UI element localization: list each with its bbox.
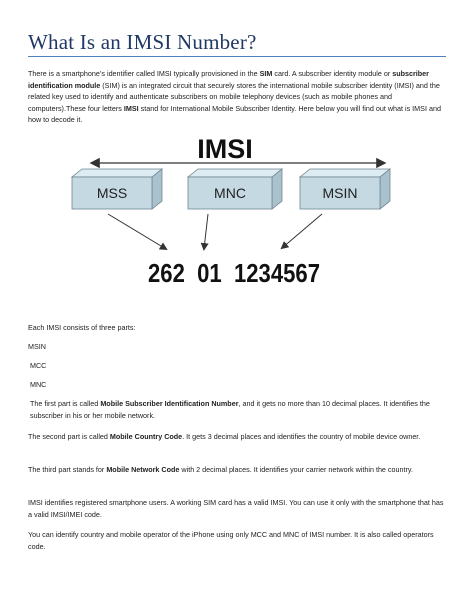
part-item: MCC xyxy=(30,361,47,370)
intro-paragraph: There is a smartphone’s identifier called IMSI typically provisioned in the SIM card. A subscriber identity module or subscriber identification module (SIM) is an integrated circuit that securely stores the international mobile subscriber identity (IMSI) and the related key used to identify and authenticate subscribers on mobile telephony devices (such as mobile phones and computers).These four letters IMSI stand for International Mobile Subscriber Identity. Here below you will find out what is IMSI and how to decode it. xyxy=(28,69,441,124)
second-part-paragraph: The second part is called Mobile Country Code. It gets 3 decimal places and identifies the country of mobile device owner. xyxy=(28,432,421,441)
msin-box xyxy=(300,169,390,209)
mss-box xyxy=(72,169,162,209)
mnc-box xyxy=(188,169,282,209)
msin-label: MSIN xyxy=(322,185,358,201)
mss-label: MSS xyxy=(96,185,128,201)
part-item: MSIN xyxy=(28,342,46,351)
part-item: MNC xyxy=(30,380,47,389)
imsi-diagram xyxy=(60,132,420,292)
third-part-paragraph: The third part stands for Mobile Network Code with 2 decimal places. It identifies your carrier network within the country. xyxy=(28,465,413,474)
title-divider xyxy=(28,56,446,57)
diagram-heading: IMSI xyxy=(197,134,253,164)
mnc-arrow xyxy=(204,214,208,249)
msin-arrow xyxy=(282,214,322,248)
operator-code-paragraph: You can identify country and mobile operator of the iPhone using only MCC and MNC of IMSI number. It is also called operators code. xyxy=(28,530,434,551)
mss-arrow xyxy=(108,214,166,249)
page-title: What Is an IMSI Number? xyxy=(28,30,257,54)
imsi-example-number: 262 01 1234567 xyxy=(148,258,320,288)
valid-imsi-paragraph: IMSI identifies registered smartphone users. A working SIM card has a valid IMSI. You can use it only with the smartphone that has a valid IMSI/IMEI code. xyxy=(28,498,444,519)
first-part-paragraph: The first part is called Mobile Subscriber Identification Number, and it gets no more than 10 decimal places. It identifies the subscriber in his or her mobile network. xyxy=(30,399,430,420)
mnc-label: MNC xyxy=(214,185,246,201)
consists-line: Each IMSI consists of three parts: xyxy=(28,323,136,332)
